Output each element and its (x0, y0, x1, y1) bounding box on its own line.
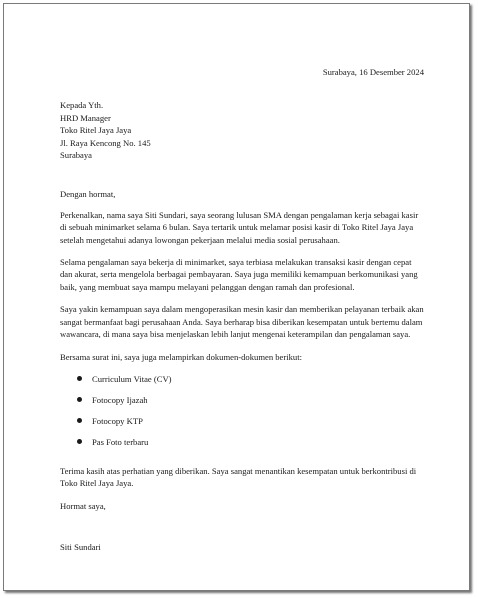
list-item (60, 373, 424, 394)
recipient-block (60, 99, 424, 161)
bullet-icon (77, 397, 82, 402)
paragraph-experience: Selama pengalaman saya bekerja di minimarket, saya terbiasa melakukan transaksi kasir dengan cepat dan akurat, serta mengelola berbagai pembayaran. Saya juga memiliki kemampuan berkomunikasi yang baik, yang membuat saya mampu melayani pelanggan dengan ramah dan profesional. (60, 257, 418, 292)
bullet-icon (77, 418, 82, 423)
attachment-label: Curriculum Vitae (CV) (92, 373, 172, 384)
recipient-line: Jl. Raya Kencong No. 145 (60, 137, 151, 148)
closing: Hormat saya, (60, 500, 106, 511)
list-item (60, 436, 424, 457)
attachment-label: Fotocopy Ijazah (92, 394, 148, 405)
list-item (60, 394, 424, 415)
document-page (3, 3, 470, 591)
signature-name: Siti Sundari (60, 542, 101, 553)
paragraph-thanks: Terima kasih atas perhatian yang diberikan. Saya sangat menantikan kesempatan untuk berkontribusi di Toko Ritel Jaya Jaya. (60, 465, 417, 489)
recipient-line: Toko Ritel Jaya Jaya (60, 125, 132, 136)
list-item (60, 415, 424, 436)
attachment-label: Fotocopy KTP (92, 415, 143, 426)
bullet-icon (77, 376, 82, 381)
place-date: Surabaya, 16 Desember 2024 (322, 67, 424, 77)
recipient-line: Surabaya (60, 150, 92, 161)
salutation: Dengan hormat, (60, 189, 116, 200)
paragraph-motivation: Saya yakin kemampuan saya dalam mengoperasikan mesin kasir dan memberikan pelayanan terbaik akan sangat bermanfaat bagi perusahaan Anda. Saya berharap bisa diberikan kesempatan untuk bertemu dalam wawancara, di mana saya bisa menjelaskan lebih lanjut mengenai keterampilan dan pengalaman saya. (60, 304, 424, 340)
recipient-line: HRD Manager (60, 112, 111, 123)
attachment-label: Pas Foto terbaru (92, 436, 149, 447)
recipient-line: Kepada Yth. (60, 100, 104, 111)
attachment-list (60, 373, 424, 457)
paragraph-introduction: Perkenalkan, nama saya Siti Sundari, saya seorang lulusan SMA dengan pengalaman kerja sebagai kasir di sebuah minimarket selama 6 bulan. Saya tertarik untuk melamar posisi kasir di Toko Ritel Jaya Jaya setelah mengetahui adanya lowongan pekerjaan melalui media sosial perusahaan. (60, 209, 419, 245)
letter-body (60, 66, 424, 554)
bullet-icon (77, 439, 82, 444)
paragraph-attachments-intro: Bersama surat ini, saya juga melampirkan dokumen-dokumen berikut: (60, 351, 302, 362)
